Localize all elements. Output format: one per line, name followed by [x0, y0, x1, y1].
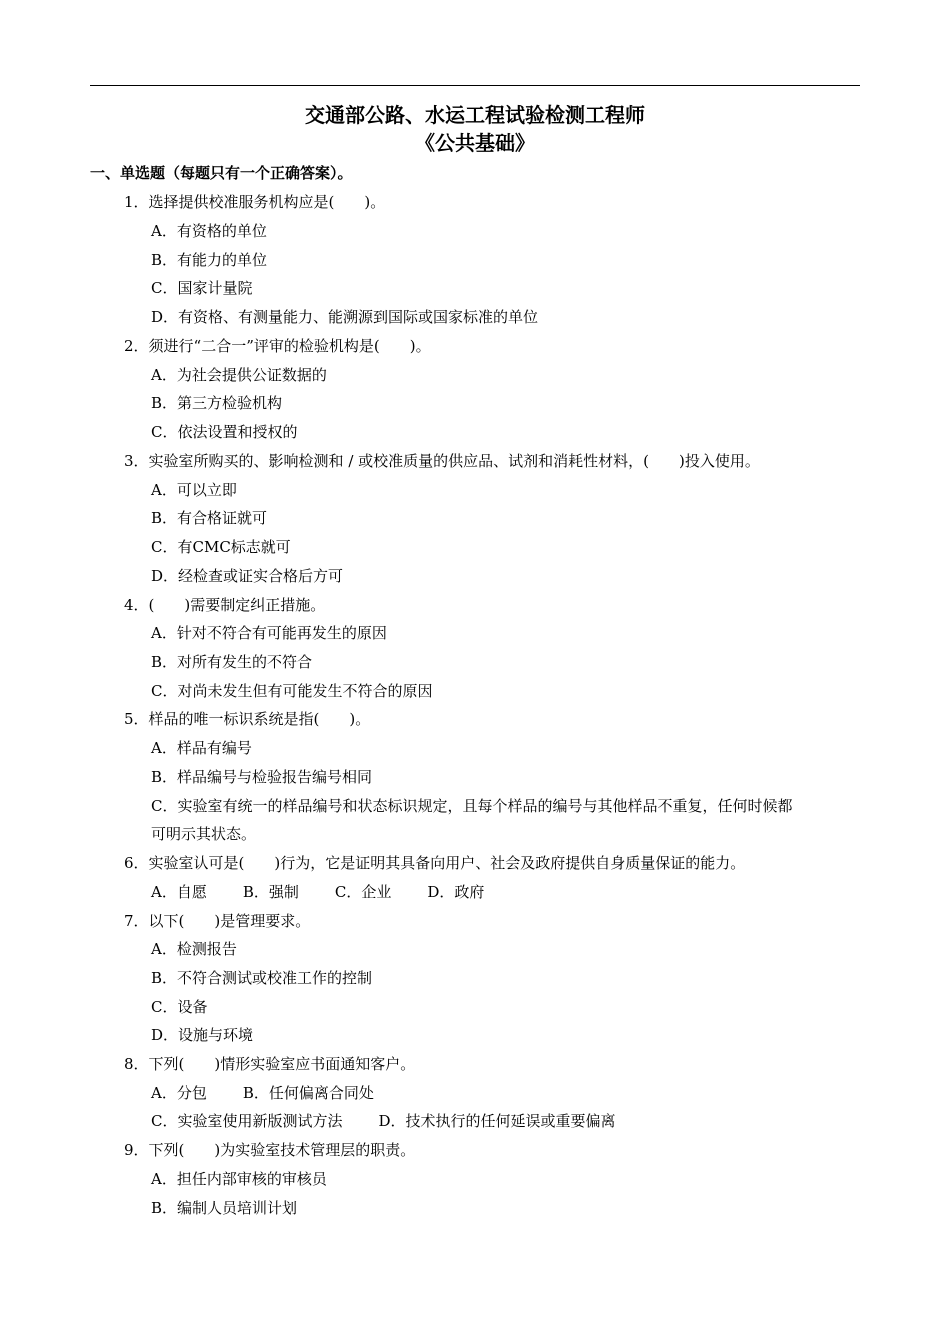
- question-6-options-row: [151, 881, 484, 903]
- question-9-option-b: B．编制人员培训计划: [151, 1199, 298, 1217]
- question-3-option-c: C．有CMC标志就可: [151, 538, 291, 556]
- section-heading: 一、单选题（每题只有一个正确答案）。: [90, 164, 353, 182]
- question-2-option-c: C．依法设置和授权的: [151, 423, 298, 441]
- question-5-stem: 5．样品的唯一标识系统是指( )。: [124, 710, 371, 728]
- question-4-option-a: A．针对不符合有可能再发生的原因: [151, 624, 387, 642]
- question-7-option-d: D．设施与环境: [151, 1026, 254, 1044]
- question-5-option-b: B．样品编号与检验报告编号相同: [151, 768, 373, 786]
- question-3-option-d: D．经检查或证实合格后方可: [151, 567, 344, 585]
- question-3-stem: 3．实验室所购买的、影响检测和 / 或校准质量的供应品、试剂和消耗性材料，( )投入使用。: [124, 452, 760, 470]
- question-6-stem: 6．实验室认可是( )行为，它是证明其具备向用户、社会及政府提供自身质量保证的能力。: [124, 854, 746, 872]
- question-4-option-b: B．对所有发生的不符合: [151, 653, 313, 671]
- question-2-stem: 2．须进行“二合一”评审的检验机构是( )。: [124, 337, 431, 355]
- question-2-option-a: A．为社会提供公证数据的: [151, 366, 327, 384]
- question-8-options-row-2: [151, 1110, 616, 1132]
- question-8-option-a: A．分包: [151, 1084, 207, 1102]
- question-9-option-a: A．担任内部审核的审核员: [151, 1170, 327, 1188]
- question-9-stem: 9．下列( )为实验室技术管理层的职责。: [124, 1141, 416, 1159]
- question-3-option-b: B．有合格证就可: [151, 509, 268, 527]
- question-8-option-c: C．实验室使用新版测试方法: [151, 1112, 343, 1130]
- question-2-option-b: B．第三方检验机构: [151, 394, 283, 412]
- question-5-option-a: A．样品有编号: [151, 739, 252, 757]
- question-7-stem: 7．以下( )是管理要求。: [124, 912, 311, 930]
- question-7-option-c: C．设备: [151, 998, 208, 1016]
- question-1-option-b: B．有能力的单位: [151, 251, 268, 269]
- question-5-option-c-continued: 可明示其状态。: [151, 825, 257, 843]
- question-1-stem: 1．选择提供校准服务机构应是( )。: [124, 193, 386, 211]
- question-8-options-row-1: [151, 1082, 374, 1104]
- document-title: 交通部公路、水运工程试验检测工程师: [305, 103, 645, 127]
- question-7-option-b: B．不符合测试或校准工作的控制: [151, 969, 373, 987]
- question-1-option-d: D．有资格、有测量能力、能溯源到国际或国家标准的单位: [151, 308, 539, 326]
- question-6-option-d: D．政府: [427, 883, 485, 901]
- question-8-option-b: B．任何偏离合同处: [242, 1084, 374, 1102]
- question-6-option-a: A．自愿: [151, 883, 207, 901]
- question-1-option-a: A．有资格的单位: [151, 222, 267, 240]
- question-3-option-a: A．可以立即: [151, 481, 237, 499]
- question-8-option-d: D．技术执行的任何延误或重要偏离: [378, 1112, 616, 1130]
- question-1-option-c: C．国家计量院: [151, 279, 253, 297]
- question-8-stem: 8．下列( )情形实验室应书面通知客户。: [124, 1055, 416, 1073]
- document-subtitle: 《公共基础》: [415, 131, 535, 155]
- question-5-option-c: C．实验室有统一的样品编号和状态标识规定，且每个样品的编号与其他样品不重复，任何时候都: [151, 797, 793, 815]
- question-7-option-a: A．检测报告: [151, 940, 237, 958]
- question-4-option-c: C．对尚未发生但有可能发生不符合的原因: [151, 682, 433, 700]
- question-6-option-b: B．强制: [242, 883, 299, 901]
- question-4-stem: 4．( )需要制定纠正措施。: [124, 596, 326, 614]
- question-6-option-c: C．企业: [334, 883, 392, 901]
- header-rule: [90, 85, 860, 86]
